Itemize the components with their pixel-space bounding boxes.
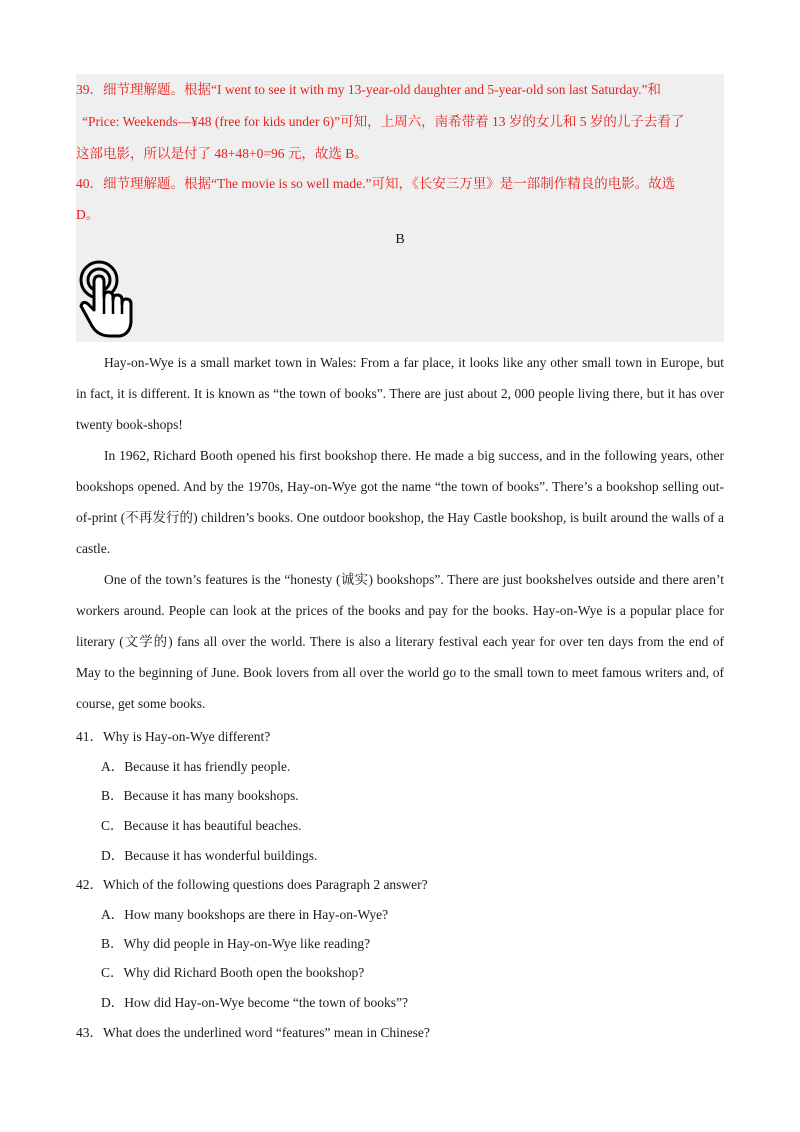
passage-paragraph-2: In 1962, Richard Booth opened his first bookshop there. He made a big success, and in the following years, other bookshops opened. And by the 1970s, Hay-on-Wye got the name “the town of books”. There’s a bookshop selling out-of-print (不再发行的) children’s books. One outdoor bookshop, the Hay Castle bookshop, is built around the walls of a castle. [76, 448, 724, 556]
option-41-b[interactable]: B．Because it has many bookshops. [101, 788, 299, 803]
passage-paragraph-1: Hay-on-Wye is a small market town in Wales: From a far place, it looks like any other small town in Europe, but in fact, it is different. It is known as “the town of books”. There are just about 2, 000 people living there, but it has over twenty book-shops! [76, 355, 724, 432]
option-42-b[interactable]: B．Why did people in Hay-on-Wye like reading? [101, 936, 371, 951]
option-42-d[interactable]: D．How did Hay-on-Wye become “the town of books”? [101, 995, 408, 1010]
question-42: 42．Which of the following questions does Paragraph 2 answer? [76, 877, 428, 892]
option-41-c[interactable]: C．Because it has beautiful beaches. [101, 818, 302, 833]
question-41: 41．Why is Hay-on-Wye different? [76, 729, 271, 744]
passage-paragraph-3: One of the town’s features is the “honesty (诚实) bookshops”. There are just bookshelves outside and there aren’t workers around. People can look at the prices of the books and pay for the books. Hay-on-Wye is a popular place for literary (文学的) fans all over the world. There is also a literary festival each year for over ten days from the end of May to the beginning of June. Book lovers from all over the world go to the small town to meet famous writers and, of course, get some books. [76, 572, 724, 711]
option-41-d[interactable]: D．Because it has wonderful buildings. [101, 848, 318, 863]
answer-line: 39．细节理解题。根据“I went to see it with my 13-year-old daughter and 5-year-old son last Saturday.”和 [76, 82, 661, 97]
answer-line: 这部电影，所以是付了 48+48+0=96 元，故选 B。 [76, 146, 368, 161]
section-letter: B [395, 232, 405, 247]
question-43: 43．What does the underlined word “features” mean in Chinese? [76, 1025, 430, 1040]
answer-line: D。 [76, 207, 100, 222]
option-42-c[interactable]: C．Why did Richard Booth open the bookshop? [101, 965, 365, 980]
option-42-a[interactable]: A．How many bookshops are there in Hay-on-Wye? [101, 907, 389, 922]
answer-line: 40．细节理解题。根据“The movie is so well made.”可知，《长安三万里》是一部制作精良的电影。故选 [76, 176, 676, 191]
answer-line: “Price: Weekends—¥48 (free for kids under 6)”可知，上周六，南希带着 13 岁的女儿和 5 岁的儿子去看了 [82, 114, 685, 129]
option-41-a[interactable]: A．Because it has friendly people. [101, 759, 291, 774]
hand-pointer-icon [76, 260, 136, 342]
